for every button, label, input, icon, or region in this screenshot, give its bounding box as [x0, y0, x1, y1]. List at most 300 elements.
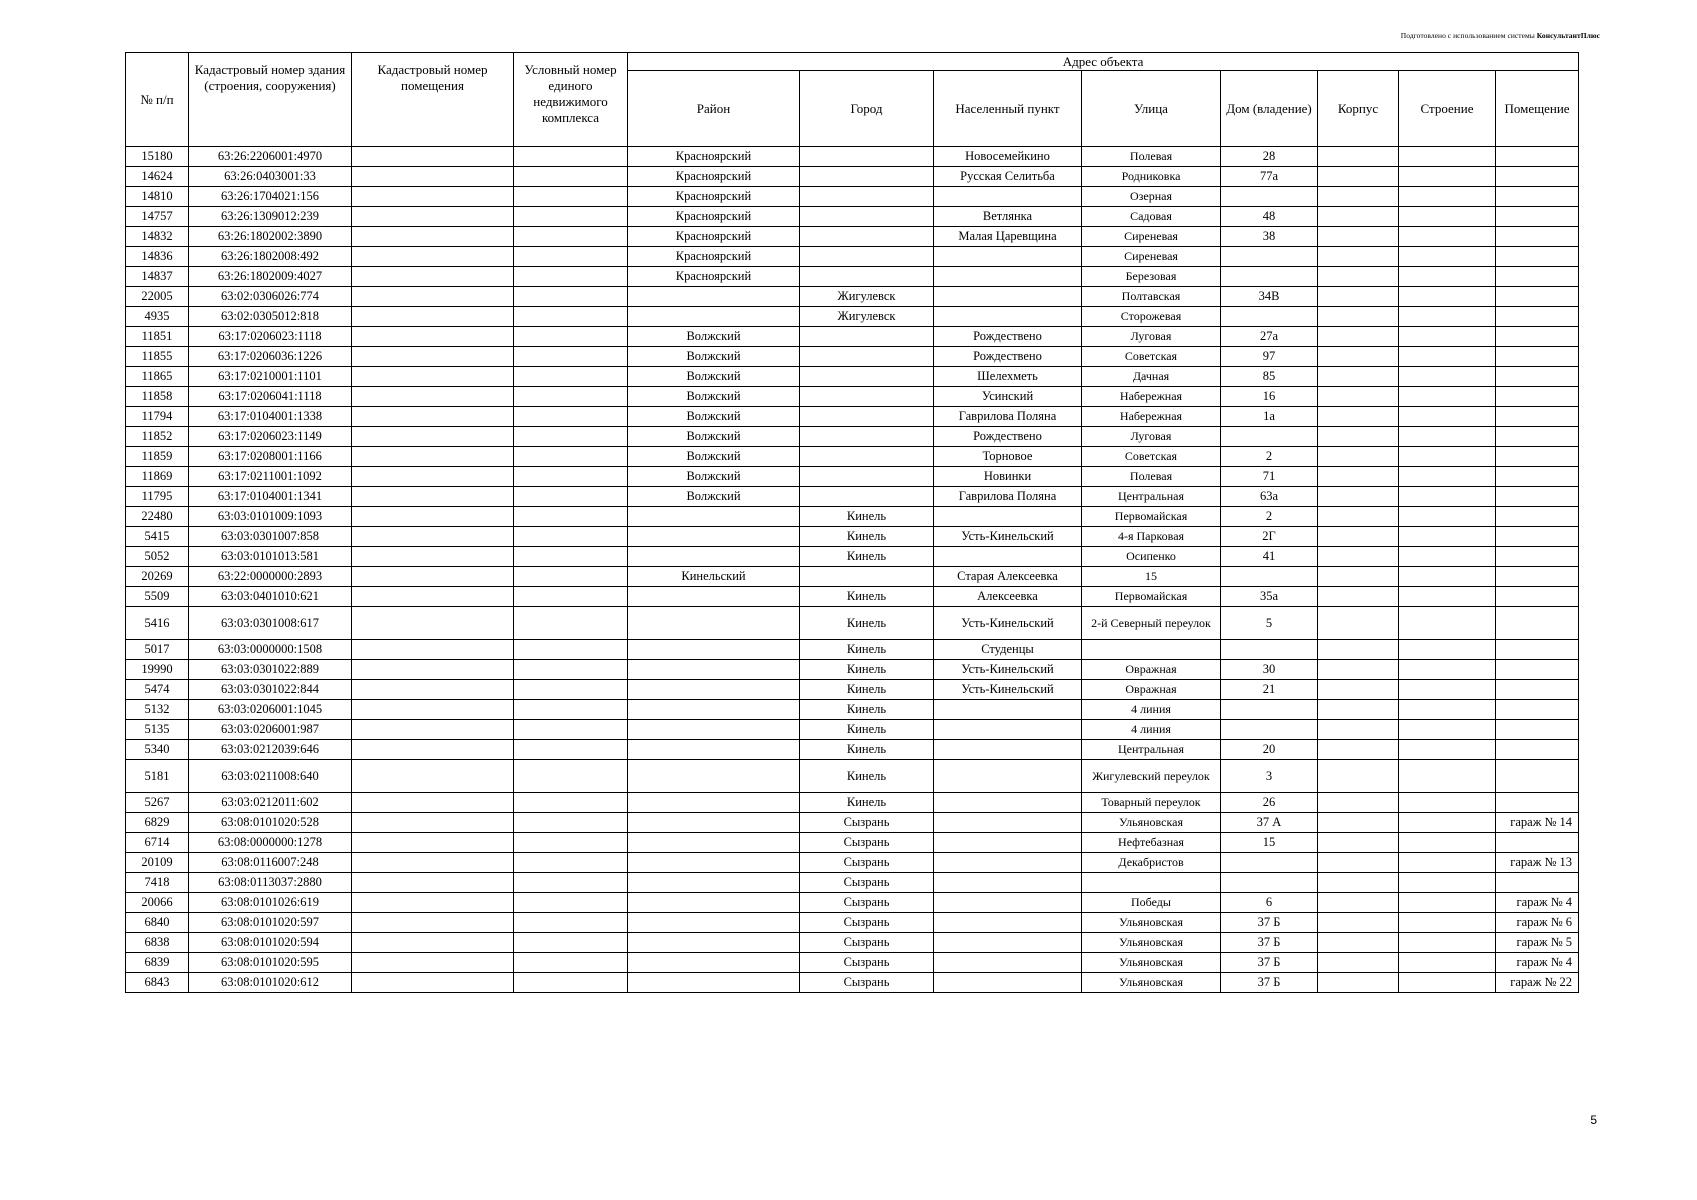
cell-building-cadastral: 63:17:0206036:1226: [189, 347, 352, 367]
cell-premises: [1496, 567, 1579, 587]
cell-number: 6829: [126, 813, 189, 833]
cell-building: [1399, 507, 1496, 527]
cell-premises-cadastral: [352, 427, 514, 447]
cell-street: Овражная: [1082, 660, 1221, 680]
cell-house: 20: [1221, 740, 1318, 760]
cell-complex-number: [514, 207, 628, 227]
cell-building: [1399, 973, 1496, 993]
cell-city: Кинель: [800, 507, 934, 527]
cell-premises-cadastral: [352, 953, 514, 973]
cell-street: Первомайская: [1082, 507, 1221, 527]
table-row: [126, 567, 1579, 587]
cell-city: [800, 407, 934, 427]
cell-city: Кинель: [800, 587, 934, 607]
cell-block: [1318, 933, 1399, 953]
cell-number: 20066: [126, 893, 189, 913]
table-row: [126, 507, 1579, 527]
cell-premises: [1496, 740, 1579, 760]
cell-settlement: Усинский: [934, 387, 1082, 407]
table-row: [126, 307, 1579, 327]
cell-house: 26: [1221, 793, 1318, 813]
cell-settlement: [934, 700, 1082, 720]
cell-complex-number: [514, 307, 628, 327]
cell-building-cadastral: 63:03:0000000:1508: [189, 640, 352, 660]
cell-street: Набережная: [1082, 407, 1221, 427]
cell-building: [1399, 833, 1496, 853]
table-row: [126, 853, 1579, 873]
cell-complex-number: [514, 913, 628, 933]
cell-settlement: [934, 740, 1082, 760]
cell-premises-cadastral: [352, 307, 514, 327]
cell-complex-number: [514, 933, 628, 953]
cell-district: Красноярский: [628, 247, 800, 267]
cell-house: 16: [1221, 387, 1318, 407]
cell-premises: [1496, 427, 1579, 447]
cell-street: [1082, 873, 1221, 893]
cell-building: [1399, 427, 1496, 447]
cell-house: [1221, 567, 1318, 587]
cell-settlement: [934, 893, 1082, 913]
cell-city: [800, 427, 934, 447]
cell-premises: гараж № 22: [1496, 973, 1579, 993]
cell-number: 22005: [126, 287, 189, 307]
cell-complex-number: [514, 587, 628, 607]
cell-building-cadastral: 63:03:0301022:844: [189, 680, 352, 700]
cell-building-cadastral: 63:03:0211008:640: [189, 760, 352, 793]
cell-building-cadastral: 63:26:1802002:3890: [189, 227, 352, 247]
cell-block: [1318, 640, 1399, 660]
cell-number: 14624: [126, 167, 189, 187]
cell-settlement: [934, 813, 1082, 833]
cell-number: 11859: [126, 447, 189, 467]
cell-city: [800, 227, 934, 247]
cell-city: Кинель: [800, 760, 934, 793]
cell-building: [1399, 267, 1496, 287]
cell-city: [800, 147, 934, 167]
cell-premises: [1496, 607, 1579, 640]
cell-city: [800, 567, 934, 587]
cell-settlement: [934, 760, 1082, 793]
cell-street: Ульяновская: [1082, 813, 1221, 833]
cell-building-cadastral: 63:26:1802009:4027: [189, 267, 352, 287]
cell-building-cadastral: 63:08:0113037:2880: [189, 873, 352, 893]
cell-number: 6843: [126, 973, 189, 993]
table-row: [126, 487, 1579, 507]
cell-block: [1318, 327, 1399, 347]
cell-street: Ульяновская: [1082, 973, 1221, 993]
cell-block: [1318, 853, 1399, 873]
cell-street: Жигулевский переулок: [1082, 760, 1221, 793]
cell-premises-cadastral: [352, 607, 514, 640]
cell-premises: [1496, 833, 1579, 853]
cell-building-cadastral: 63:26:1704021:156: [189, 187, 352, 207]
cell-complex-number: [514, 487, 628, 507]
cell-block: [1318, 387, 1399, 407]
cell-settlement: Ветлянка: [934, 207, 1082, 227]
cell-block: [1318, 700, 1399, 720]
cell-number: 22480: [126, 507, 189, 527]
cell-block: [1318, 680, 1399, 700]
cell-settlement: Студенцы: [934, 640, 1082, 660]
cell-building-cadastral: 63:08:0116007:248: [189, 853, 352, 873]
col-header-house: Дом (владение): [1221, 71, 1318, 147]
cell-premises-cadastral: [352, 793, 514, 813]
cell-complex-number: [514, 660, 628, 680]
cell-street: Первомайская: [1082, 587, 1221, 607]
cell-district: Волжский: [628, 347, 800, 367]
cell-street: 4 линия: [1082, 720, 1221, 740]
cell-house: 71: [1221, 467, 1318, 487]
cell-city: Жигулевск: [800, 287, 934, 307]
cell-city: Кинель: [800, 720, 934, 740]
cell-premises: гараж № 6: [1496, 913, 1579, 933]
table-row: [126, 720, 1579, 740]
cell-city: Кинель: [800, 660, 934, 680]
cell-city: Сызрань: [800, 813, 934, 833]
cell-house: [1221, 720, 1318, 740]
cell-building-cadastral: 63:08:0101020:594: [189, 933, 352, 953]
cell-street: Родниковка: [1082, 167, 1221, 187]
cell-block: [1318, 247, 1399, 267]
cell-settlement: [934, 933, 1082, 953]
cell-number: 14836: [126, 247, 189, 267]
cell-number: 5181: [126, 760, 189, 793]
cell-number: 15180: [126, 147, 189, 167]
cell-city: Жигулевск: [800, 307, 934, 327]
cell-premises-cadastral: [352, 680, 514, 700]
table-row: [126, 287, 1579, 307]
cell-district: [628, 547, 800, 567]
cell-district: Красноярский: [628, 187, 800, 207]
cell-house: 85: [1221, 367, 1318, 387]
cell-block: [1318, 147, 1399, 167]
cell-block: [1318, 833, 1399, 853]
cell-settlement: Шелехметь: [934, 367, 1082, 387]
cell-complex-number: [514, 407, 628, 427]
cell-settlement: Гаврилова Поляна: [934, 487, 1082, 507]
table-row: [126, 407, 1579, 427]
cell-district: [628, 640, 800, 660]
cell-complex-number: [514, 853, 628, 873]
cell-premises-cadastral: [352, 507, 514, 527]
cell-building: [1399, 407, 1496, 427]
cell-district: [628, 893, 800, 913]
cell-district: Красноярский: [628, 267, 800, 287]
cell-block: [1318, 487, 1399, 507]
cell-number: 11858: [126, 387, 189, 407]
cell-settlement: [934, 507, 1082, 527]
cell-premises-cadastral: [352, 167, 514, 187]
cell-block: [1318, 527, 1399, 547]
cell-district: [628, 587, 800, 607]
cell-complex-number: [514, 427, 628, 447]
cell-street: Сторожевая: [1082, 307, 1221, 327]
cell-premises: [1496, 167, 1579, 187]
cell-building: [1399, 387, 1496, 407]
cell-complex-number: [514, 347, 628, 367]
cell-block: [1318, 740, 1399, 760]
cell-premises-cadastral: [352, 853, 514, 873]
cell-premises-cadastral: [352, 347, 514, 367]
cell-city: Сызрань: [800, 893, 934, 913]
cell-number: 11851: [126, 327, 189, 347]
cell-district: [628, 953, 800, 973]
cell-building-cadastral: 63:08:0101020:528: [189, 813, 352, 833]
cell-premises: [1496, 547, 1579, 567]
cell-street: 15: [1082, 567, 1221, 587]
cell-block: [1318, 407, 1399, 427]
cell-building: [1399, 207, 1496, 227]
col-header-street: Улица: [1082, 71, 1221, 147]
cell-building-cadastral: 63:26:1802008:492: [189, 247, 352, 267]
cell-block: [1318, 720, 1399, 740]
cell-premises-cadastral: [352, 740, 514, 760]
cell-premises-cadastral: [352, 547, 514, 567]
cell-building-cadastral: 63:17:0206023:1118: [189, 327, 352, 347]
cell-settlement: [934, 973, 1082, 993]
cell-complex-number: [514, 147, 628, 167]
cell-settlement: Алексеевка: [934, 587, 1082, 607]
cell-premises: [1496, 700, 1579, 720]
cell-building-cadastral: 63:17:0104001:1338: [189, 407, 352, 427]
table-row: [126, 547, 1579, 567]
col-header-building-cadastral: Кадастровый номер здания (строения, сооружения): [189, 53, 352, 147]
cell-city: [800, 387, 934, 407]
cell-premises-cadastral: [352, 187, 514, 207]
cell-premises-cadastral: [352, 227, 514, 247]
cell-building: [1399, 247, 1496, 267]
cell-premises: гараж № 14: [1496, 813, 1579, 833]
cell-complex-number: [514, 973, 628, 993]
cell-building-cadastral: 63:26:1309012:239: [189, 207, 352, 227]
cell-building: [1399, 933, 1496, 953]
cell-building-cadastral: 63:03:0206001:987: [189, 720, 352, 740]
cell-house: 2Г: [1221, 527, 1318, 547]
cell-complex-number: [514, 247, 628, 267]
cell-city: Кинель: [800, 607, 934, 640]
cell-district: [628, 700, 800, 720]
cell-house: 3: [1221, 760, 1318, 793]
cell-street: Сиреневая: [1082, 227, 1221, 247]
cell-complex-number: [514, 507, 628, 527]
cell-district: [628, 973, 800, 993]
cell-building-cadastral: 63:02:0306026:774: [189, 287, 352, 307]
cell-premises: [1496, 347, 1579, 367]
cell-street: Луговая: [1082, 427, 1221, 447]
cell-complex-number: [514, 953, 628, 973]
cell-block: [1318, 507, 1399, 527]
cell-block: [1318, 207, 1399, 227]
cell-building: [1399, 893, 1496, 913]
cell-number: 14810: [126, 187, 189, 207]
cell-number: 11869: [126, 467, 189, 487]
cell-number: 7418: [126, 873, 189, 893]
cell-premises: [1496, 367, 1579, 387]
cell-settlement: [934, 187, 1082, 207]
header-brand: КонсультантПлюс: [1536, 31, 1600, 40]
cell-building: [1399, 607, 1496, 640]
table-row: [126, 327, 1579, 347]
table-row: [126, 973, 1579, 993]
cell-street: Березовая: [1082, 267, 1221, 287]
cell-premises-cadastral: [352, 467, 514, 487]
cell-city: [800, 207, 934, 227]
cell-building: [1399, 700, 1496, 720]
table-row: [126, 367, 1579, 387]
cell-house: 34В: [1221, 287, 1318, 307]
cell-premises: [1496, 227, 1579, 247]
col-header-district: Район: [628, 71, 800, 147]
cell-building-cadastral: 63:03:0101013:581: [189, 547, 352, 567]
cell-block: [1318, 547, 1399, 567]
cell-settlement: Усть-Кинельский: [934, 660, 1082, 680]
cell-district: Волжский: [628, 327, 800, 347]
cell-district: [628, 813, 800, 833]
table-row: [126, 760, 1579, 793]
cell-house: [1221, 853, 1318, 873]
cell-premises: [1496, 873, 1579, 893]
cell-premises: [1496, 680, 1579, 700]
cell-premises: [1496, 247, 1579, 267]
cell-street: Луговая: [1082, 327, 1221, 347]
cell-street: 4-я Парковая: [1082, 527, 1221, 547]
cell-street: Декабристов: [1082, 853, 1221, 873]
cell-street: Нефтебазная: [1082, 833, 1221, 853]
cell-premises: [1496, 507, 1579, 527]
cell-number: 6714: [126, 833, 189, 853]
cell-premises: гараж № 13: [1496, 853, 1579, 873]
cell-block: [1318, 873, 1399, 893]
cell-city: Кинель: [800, 527, 934, 547]
cell-block: [1318, 367, 1399, 387]
cell-house: 15: [1221, 833, 1318, 853]
cell-house: [1221, 267, 1318, 287]
cell-block: [1318, 893, 1399, 913]
cell-house: [1221, 640, 1318, 660]
table-row: [126, 227, 1579, 247]
cell-building-cadastral: 63:26:0403001:33: [189, 167, 352, 187]
cell-district: Волжский: [628, 367, 800, 387]
table-row: [126, 813, 1579, 833]
cell-district: Волжский: [628, 447, 800, 467]
cell-building: [1399, 347, 1496, 367]
cell-building-cadastral: 63:17:0104001:1341: [189, 487, 352, 507]
cell-city: Кинель: [800, 793, 934, 813]
cell-block: [1318, 167, 1399, 187]
cell-number: 4935: [126, 307, 189, 327]
cell-premises: [1496, 587, 1579, 607]
cell-building: [1399, 813, 1496, 833]
cell-number: 14757: [126, 207, 189, 227]
cell-building-cadastral: 63:03:0301007:858: [189, 527, 352, 547]
table-row: [126, 640, 1579, 660]
table-row: [126, 147, 1579, 167]
cell-number: 11855: [126, 347, 189, 367]
cell-house: 35а: [1221, 587, 1318, 607]
cell-block: [1318, 953, 1399, 973]
cell-settlement: Рождествено: [934, 427, 1082, 447]
cell-complex-number: [514, 287, 628, 307]
cell-number: 6839: [126, 953, 189, 973]
cell-premises-cadastral: [352, 640, 514, 660]
col-header-number: № п/п: [126, 53, 189, 147]
cell-building: [1399, 327, 1496, 347]
table-row: [126, 587, 1579, 607]
cell-number: 5267: [126, 793, 189, 813]
cell-block: [1318, 813, 1399, 833]
cell-street: Советская: [1082, 347, 1221, 367]
cell-premises: [1496, 660, 1579, 680]
cell-building: [1399, 167, 1496, 187]
cell-settlement: Усть-Кинельский: [934, 607, 1082, 640]
cell-building-cadastral: 63:17:0210001:1101: [189, 367, 352, 387]
cell-settlement: Усть-Кинельский: [934, 527, 1082, 547]
cell-building: [1399, 740, 1496, 760]
cell-settlement: Малая Царевщина: [934, 227, 1082, 247]
cell-premises-cadastral: [352, 700, 514, 720]
cell-settlement: [934, 247, 1082, 267]
cell-complex-number: [514, 760, 628, 793]
cell-settlement: [934, 853, 1082, 873]
cell-building-cadastral: 63:17:0211001:1092: [189, 467, 352, 487]
cell-house: 21: [1221, 680, 1318, 700]
cell-premises-cadastral: [352, 873, 514, 893]
cell-district: Волжский: [628, 487, 800, 507]
cell-complex-number: [514, 367, 628, 387]
col-header-city: Город: [800, 71, 934, 147]
cell-house: 38: [1221, 227, 1318, 247]
cell-settlement: Усть-Кинельский: [934, 680, 1082, 700]
cell-building: [1399, 793, 1496, 813]
table-body: [126, 147, 1579, 993]
col-header-premises-cadastral: Кадастровый номер помещения: [352, 53, 514, 147]
cell-number: 11852: [126, 427, 189, 447]
cell-number: 5509: [126, 587, 189, 607]
cell-premises: гараж № 5: [1496, 933, 1579, 953]
cell-building: [1399, 367, 1496, 387]
table-row: [126, 953, 1579, 973]
cell-block: [1318, 467, 1399, 487]
cell-city: [800, 367, 934, 387]
cell-building-cadastral: 63:17:0206023:1149: [189, 427, 352, 447]
cell-block: [1318, 913, 1399, 933]
page-number: 5: [1590, 1113, 1597, 1127]
cell-premises: [1496, 447, 1579, 467]
table-row: [126, 607, 1579, 640]
cell-street: Полевая: [1082, 467, 1221, 487]
table-row: [126, 740, 1579, 760]
cell-number: 6840: [126, 913, 189, 933]
cell-building: [1399, 467, 1496, 487]
cell-number: 5416: [126, 607, 189, 640]
cell-complex-number: [514, 607, 628, 640]
cell-building-cadastral: 63:03:0206001:1045: [189, 700, 352, 720]
cell-complex-number: [514, 873, 628, 893]
col-header-premises: Помещение: [1496, 71, 1579, 147]
cell-building: [1399, 147, 1496, 167]
cell-block: [1318, 427, 1399, 447]
cell-building: [1399, 567, 1496, 587]
cell-building: [1399, 547, 1496, 567]
cell-complex-number: [514, 447, 628, 467]
cell-city: Сызрань: [800, 933, 934, 953]
cell-district: Кинельский: [628, 567, 800, 587]
col-header-building: Строение: [1399, 71, 1496, 147]
table-row: [126, 660, 1579, 680]
table-row: [126, 267, 1579, 287]
cell-city: Сызрань: [800, 853, 934, 873]
cell-house: 1а: [1221, 407, 1318, 427]
